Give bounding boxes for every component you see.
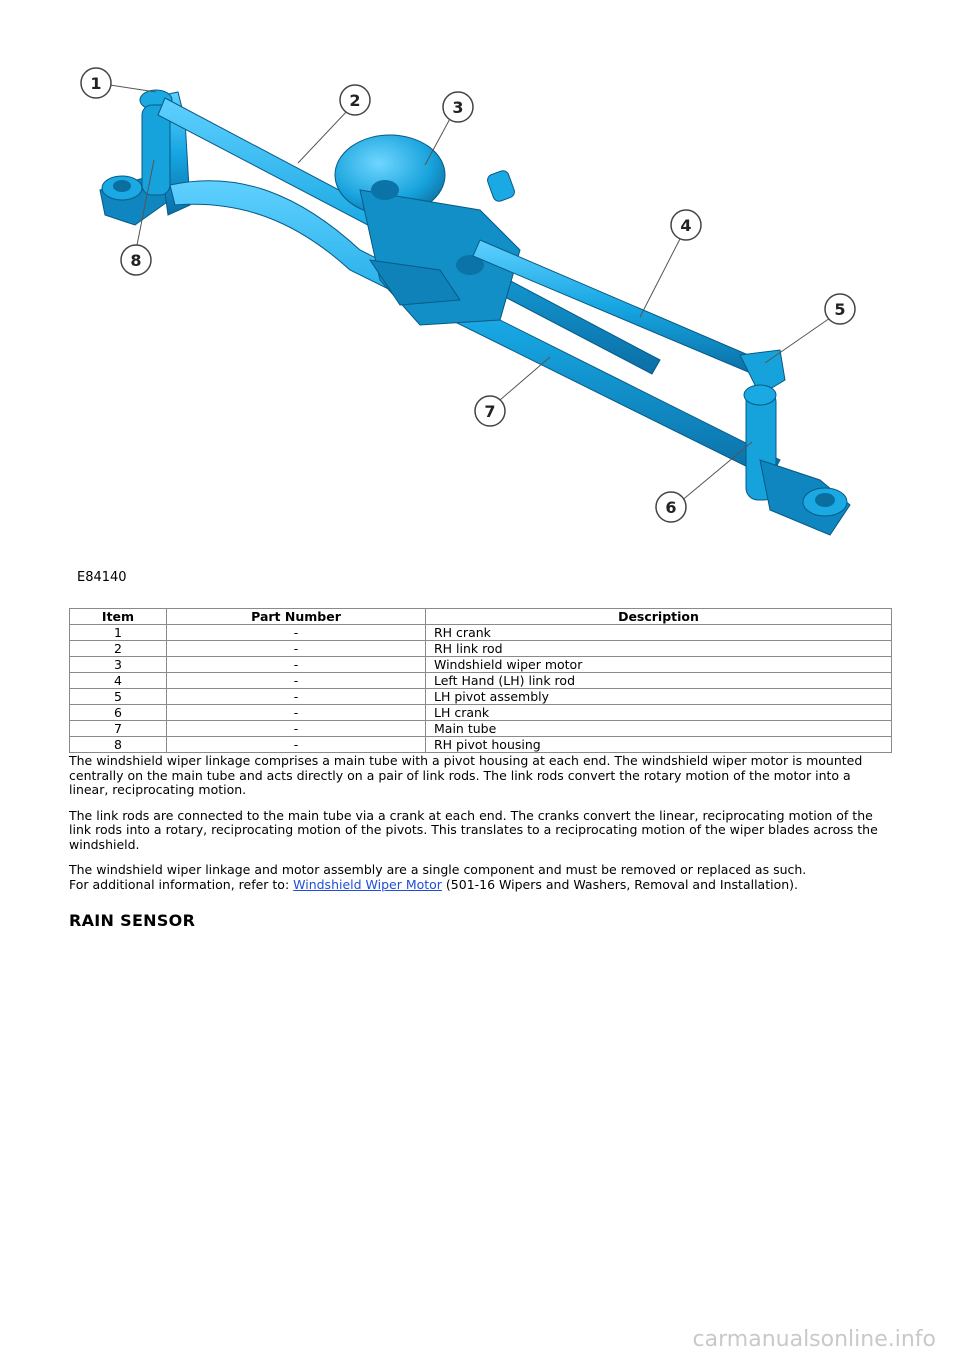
column-header-part-number: Part Number bbox=[167, 609, 426, 625]
part-number-cell: - bbox=[167, 673, 426, 689]
callout-5 bbox=[825, 294, 855, 324]
table-row bbox=[70, 641, 892, 657]
column-header-description: Description bbox=[426, 609, 892, 625]
section-heading-rain-sensor: RAIN SENSOR bbox=[69, 911, 196, 930]
item-cell: 3 bbox=[70, 657, 167, 673]
parts-table bbox=[69, 608, 892, 753]
item-cell: 8 bbox=[70, 737, 167, 753]
windshield-wiper-motor-link[interactable]: Windshield Wiper Motor bbox=[293, 876, 442, 892]
part-number-cell: - bbox=[167, 721, 426, 737]
item-cell: 4 bbox=[70, 673, 167, 689]
item-cell: 2 bbox=[70, 641, 167, 657]
wiper-motor bbox=[335, 135, 520, 325]
svg-text:2: 2 bbox=[349, 91, 361, 110]
body-text bbox=[69, 754, 892, 903]
reference-suffix: (501-16 Wipers and Washers, Removal and Installation). bbox=[441, 876, 799, 892]
table-row bbox=[70, 721, 892, 737]
svg-text:1: 1 bbox=[90, 74, 102, 93]
description-cell: Main tube bbox=[426, 721, 892, 737]
figure-id: E84140 bbox=[77, 570, 127, 585]
description-cell: LH crank bbox=[426, 705, 892, 721]
svg-text:8: 8 bbox=[130, 251, 142, 270]
part-number-cell: - bbox=[167, 657, 426, 673]
part-number-cell: - bbox=[167, 737, 426, 753]
svg-text:7: 7 bbox=[484, 402, 496, 421]
svg-text:5: 5 bbox=[834, 300, 846, 319]
paragraph-removal bbox=[69, 863, 892, 892]
item-cell: 5 bbox=[70, 689, 167, 705]
part-number-cell: - bbox=[167, 625, 426, 641]
part-number-cell: - bbox=[167, 689, 426, 705]
paragraph-cranks: The link rods are connected to the main tube via a crank at each end. The cranks convert the linear, reciprocating motion of the link rods into a rotary, reciprocating motion of the pivots. This translates to a reciprocating motion of the wiper blades across the windshield. bbox=[69, 807, 878, 852]
callout-3 bbox=[443, 92, 473, 122]
description-cell: Windshield wiper motor bbox=[426, 657, 892, 673]
callout-4 bbox=[671, 210, 701, 240]
svg-text:3: 3 bbox=[452, 98, 464, 117]
lh-pivot-assembly bbox=[740, 350, 850, 535]
svg-text:4: 4 bbox=[680, 216, 692, 235]
column-header-item: Item bbox=[70, 609, 167, 625]
description-cell: LH pivot assembly bbox=[426, 689, 892, 705]
table-row bbox=[70, 689, 892, 705]
table-row bbox=[70, 625, 892, 641]
reference-prefix: For additional information, refer to: bbox=[69, 876, 294, 892]
item-cell: 6 bbox=[70, 705, 167, 721]
table-row bbox=[70, 737, 892, 753]
callout-1 bbox=[81, 68, 111, 98]
paragraph-linkage-overview: The windshield wiper linkage comprises a main tube with a pivot housing at each end. The windshield wiper motor is mounted centrally on the main tube and acts directly on a pair of link rods. The link rods convert the rotary motion of the motor into a linear, reciprocating motion. bbox=[69, 753, 863, 797]
table-row bbox=[70, 657, 892, 673]
callout-6 bbox=[656, 492, 686, 522]
table-header-row bbox=[70, 609, 892, 625]
item-cell: 1 bbox=[70, 625, 167, 641]
item-cell: 7 bbox=[70, 721, 167, 737]
part-number-cell: - bbox=[167, 705, 426, 721]
description-cell: RH link rod bbox=[426, 641, 892, 657]
description-cell: RH pivot housing bbox=[426, 737, 892, 753]
table-row bbox=[70, 705, 892, 721]
callout-7 bbox=[475, 396, 505, 426]
watermark: carmanualsonline.info bbox=[692, 1327, 936, 1352]
removal-note: The windshield wiper linkage and motor assembly are a single component and must be removed or replaced as such. bbox=[69, 862, 807, 877]
svg-text:6: 6 bbox=[665, 498, 677, 517]
callout-2 bbox=[340, 85, 370, 115]
description-cell: RH crank bbox=[426, 625, 892, 641]
callout-8 bbox=[121, 245, 151, 275]
part-number-cell: - bbox=[167, 641, 426, 657]
description-cell: Left Hand (LH) link rod bbox=[426, 673, 892, 689]
wiper-linkage-illustration bbox=[60, 60, 880, 560]
table-row bbox=[70, 673, 892, 689]
